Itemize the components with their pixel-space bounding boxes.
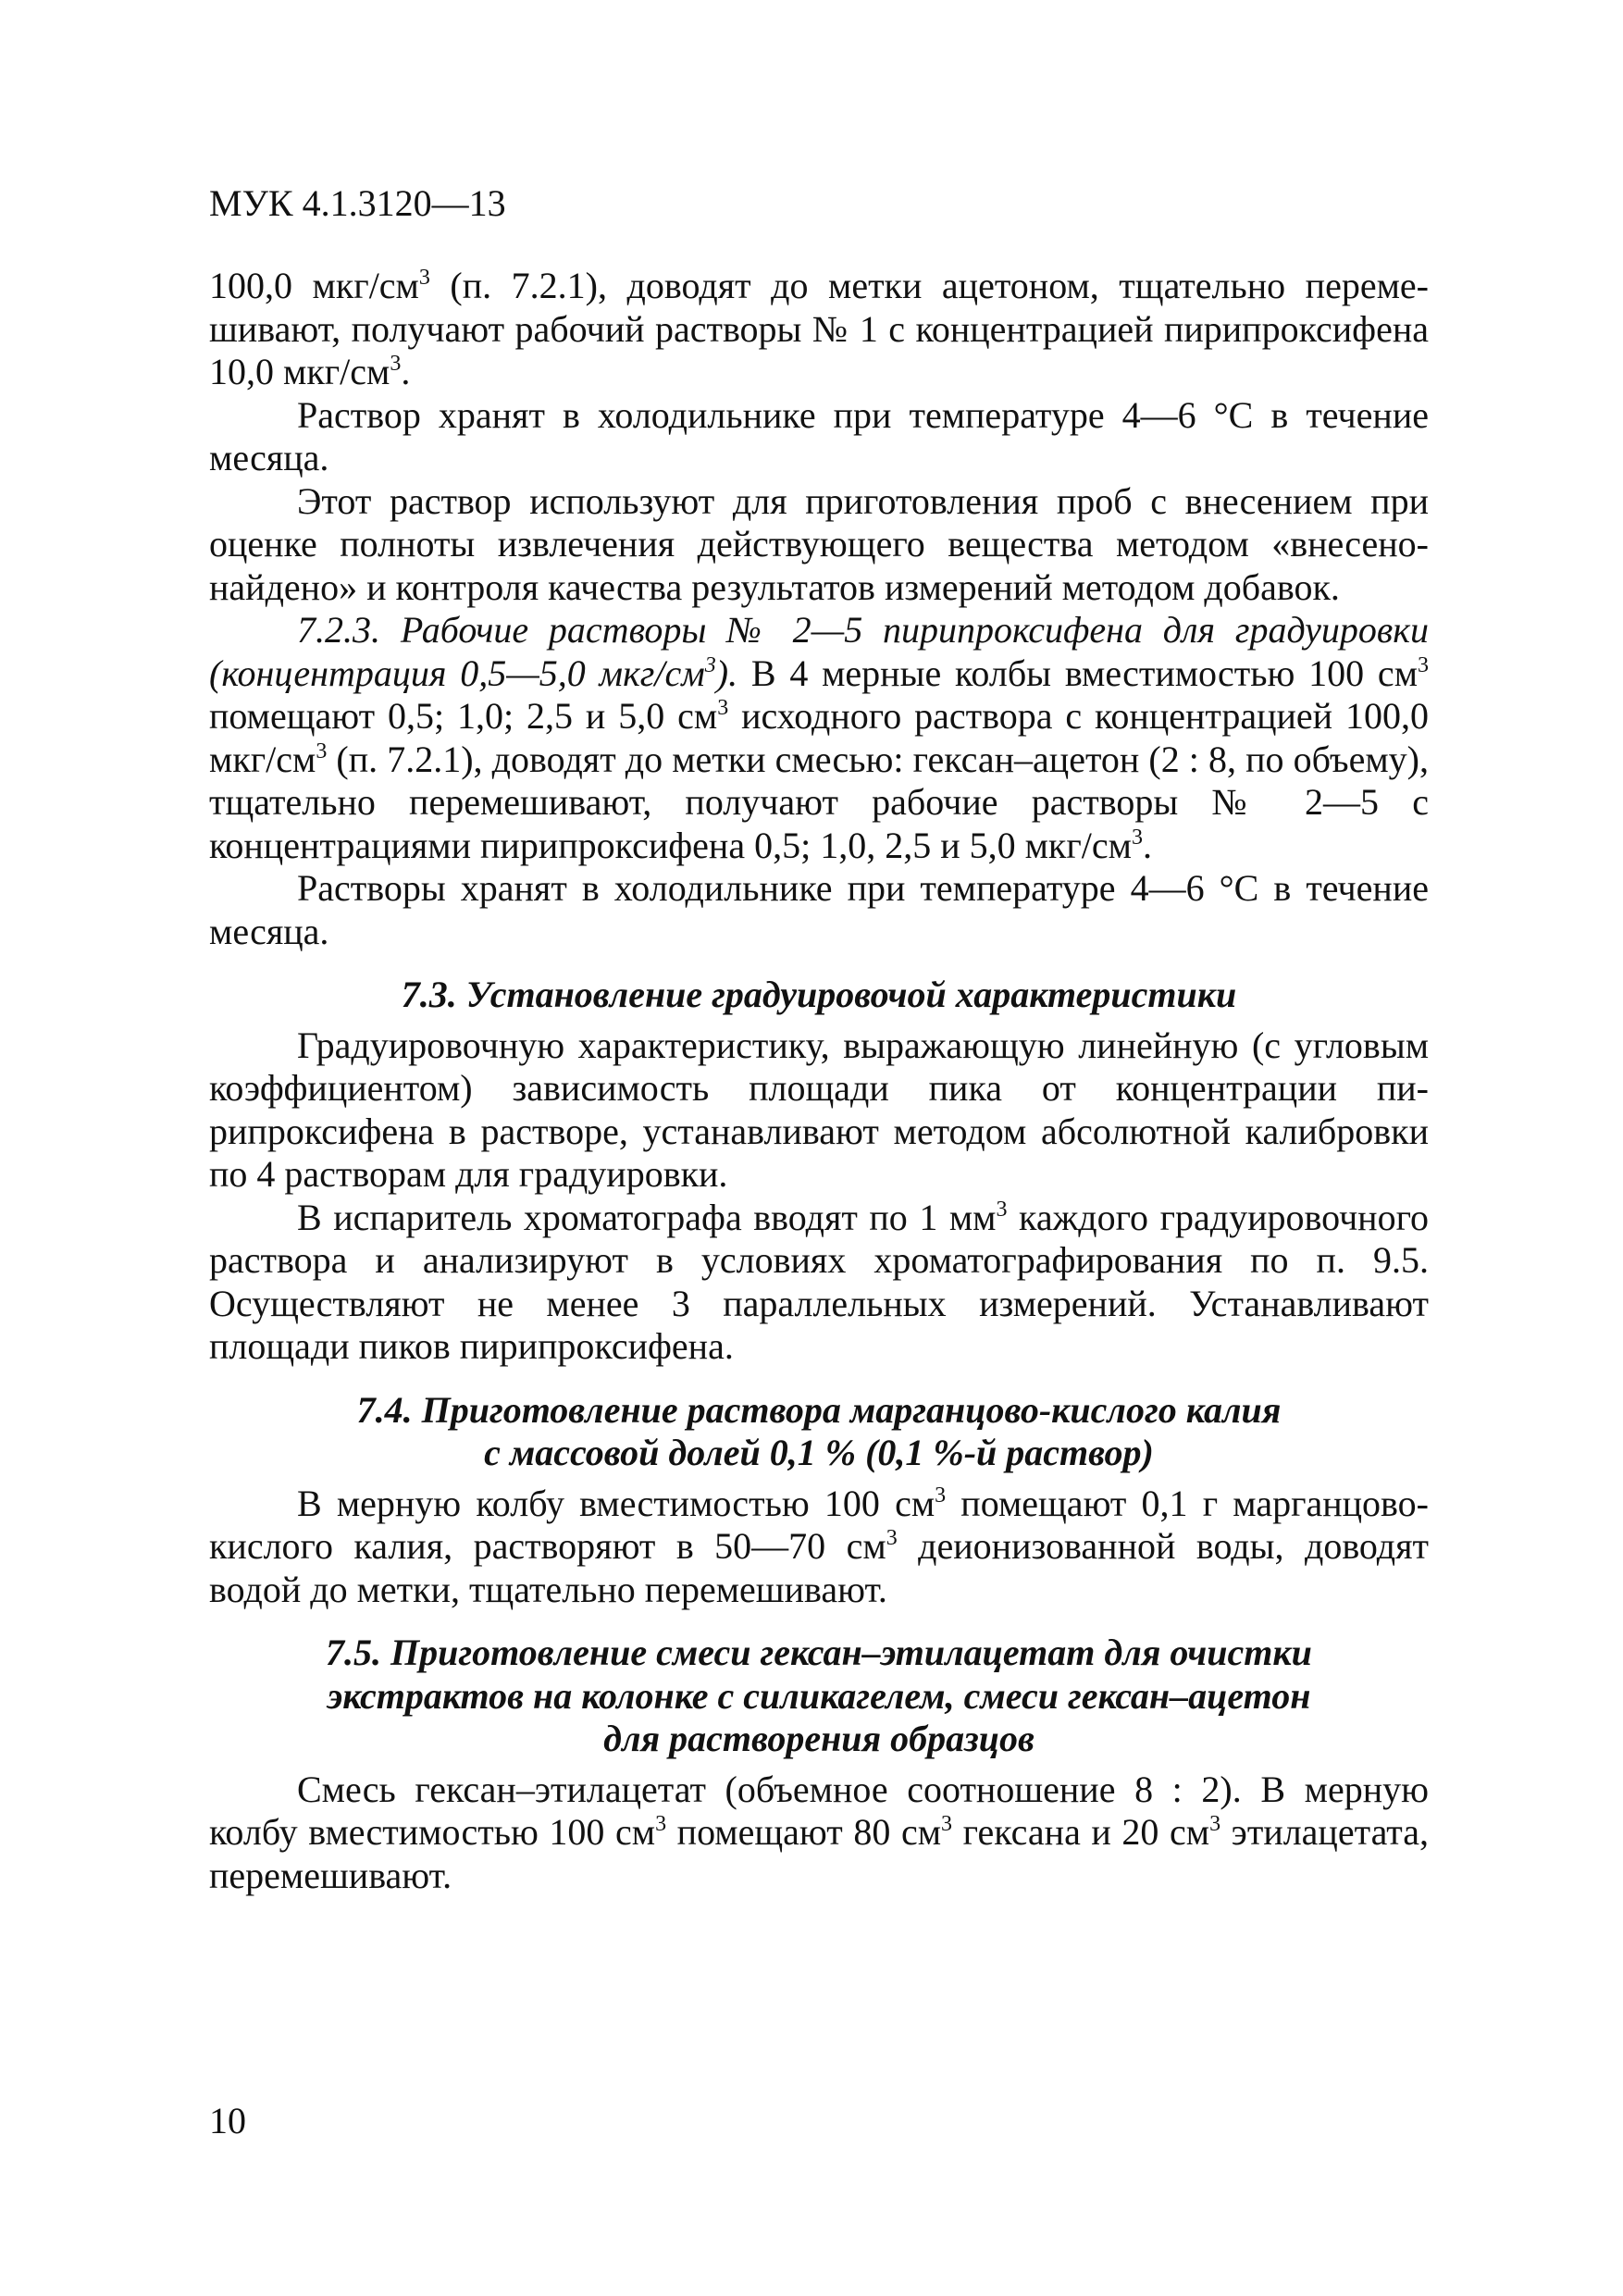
superscript: 3 [704, 652, 716, 677]
superscript: 3 [316, 738, 328, 763]
superscript: 3 [886, 1526, 898, 1550]
text-run: этилацетата, перемешивают. [209, 1811, 1430, 1896]
heading-line: 7.4. Приготовление раствора марганцово-кислого калия [356, 1388, 1282, 1431]
superscript: 3 [1209, 1812, 1221, 1836]
superscript: 3 [935, 1483, 947, 1508]
text-run: Смесь гексан–этилацетат (объемное соотношение 8 : 2). В мерную колбу вместимостью 100 см [209, 1768, 1429, 1853]
text-run: помещают 0,1 г марганцово-кислого калия, растворяют в 50—70 см [209, 1482, 1429, 1567]
superscript: 3 [390, 352, 402, 376]
paragraph-7-2-3 [209, 609, 1429, 867]
superscript: 3 [1418, 652, 1430, 677]
section-heading-7-4 [209, 1389, 1429, 1475]
heading-line: для растворения образцов [603, 1718, 1035, 1759]
section-heading-7-3 [209, 974, 1429, 1017]
heading-line: экстрактов на колонке с силикагелем, смеси гексан–ацетон [327, 1674, 1311, 1717]
paragraph-7-3-2 [209, 1197, 1429, 1369]
text-run: . [1142, 824, 1152, 866]
page-number: 10 [209, 2100, 246, 2141]
text-run: помещают 80 см [666, 1811, 942, 1853]
text-run: (п. 7.2.1), доводят до метки ацетоном, тщательно перемешивают, получают рабочий растворы № 1 с концентрацией пирипроксифена 10,0 мкг/см [209, 265, 1429, 392]
paragraph-storage-2: Растворы хранят в холодильнике при температуре 4—6 °С в течение месяца. [209, 867, 1429, 952]
heading-line: 7.3. Установление градуировочой характеристики [401, 974, 1237, 1015]
text-run: помещают 0,5; 1,0; 2,5 и 5,0 см [209, 695, 718, 737]
text-run: исходного раствора с концентрацией 100,0 мкг/см [209, 695, 1429, 780]
text-run: В испаритель хроматографа вводят по 1 мм [297, 1196, 997, 1238]
paragraph-7-5-1 [209, 1769, 1429, 1898]
text-run: каждого градуировочного раствора и анализируют в условиях хроматографирования по п. 9.5. Осуществляют не менее 3 параллельных измерений. Устанавливают площади пиков пирипроксифена. [209, 1196, 1429, 1367]
superscript: 3 [418, 266, 430, 290]
superscript: 3 [655, 1812, 667, 1836]
superscript: 3 [941, 1812, 953, 1836]
section-heading-7-5 [209, 1632, 1429, 1761]
heading-line: 7.5. Приготовление смеси гексан–этилацетат для очистки [326, 1632, 1312, 1673]
paragraph-7-4-1 [209, 1483, 1429, 1612]
text-run: ). [715, 652, 738, 694]
text-run: . [401, 351, 411, 392]
superscript: 3 [1131, 825, 1143, 850]
text-run: гексана и 20 см [952, 1811, 1210, 1853]
text-run: (п. 7.2.1), доводят до метки смесью: гексан–ацетон (2 : 8, по объему), тщательно перемешивают, получают рабочие растворы № 2—5 с концентрациями пирипроксифена 0,5; 1,0, 2,5 и 5,0 мкг/см [209, 738, 1429, 866]
superscript: 3 [996, 1197, 1008, 1222]
text-run: деионизованной воды, доводят водой до метки, тщательно перемешивают. [209, 1525, 1430, 1610]
text-run: 100,0 мкг/см [209, 265, 419, 306]
running-header: МУК 4.1.3120—13 [209, 182, 506, 224]
paragraph-7-3-1: Градуировочную характеристику, выражающую линейную (с угловым коэффициентом) зависимость площади пика от концентрации пирипроксифена в растворе, устанавливают методом абсолютной калибровки по 4 растворам для градуировки. [209, 1024, 1429, 1195]
paragraph-usage: Этот раствор используют для приготовления проб с внесением при оценке полноты извлечения действующего вещества методом «внесено-найдено» и контроля качества результатов измерений методом добавок. [209, 479, 1429, 608]
paragraph-storage: Раствор хранят в холодильнике при температуре 4—6 °С в течение месяца. [209, 393, 1429, 478]
body-text [209, 265, 1429, 1897]
paragraph-continuation [209, 265, 1429, 394]
heading-line: с массовой долей 0,1 % (0,1 %-й раствор) [484, 1432, 1154, 1473]
text-run: В мерную колбу вместимостью 100 см [297, 1482, 935, 1524]
superscript: 3 [717, 696, 729, 720]
text-run: В 4 мерные колбы вместимостью 100 см [737, 652, 1419, 694]
text-run: 7.2.3. Рабочие растворы № 2—5 пирипроксифена для градуировки (концентрация 0,5—5,0 мкг/см [209, 609, 1429, 694]
